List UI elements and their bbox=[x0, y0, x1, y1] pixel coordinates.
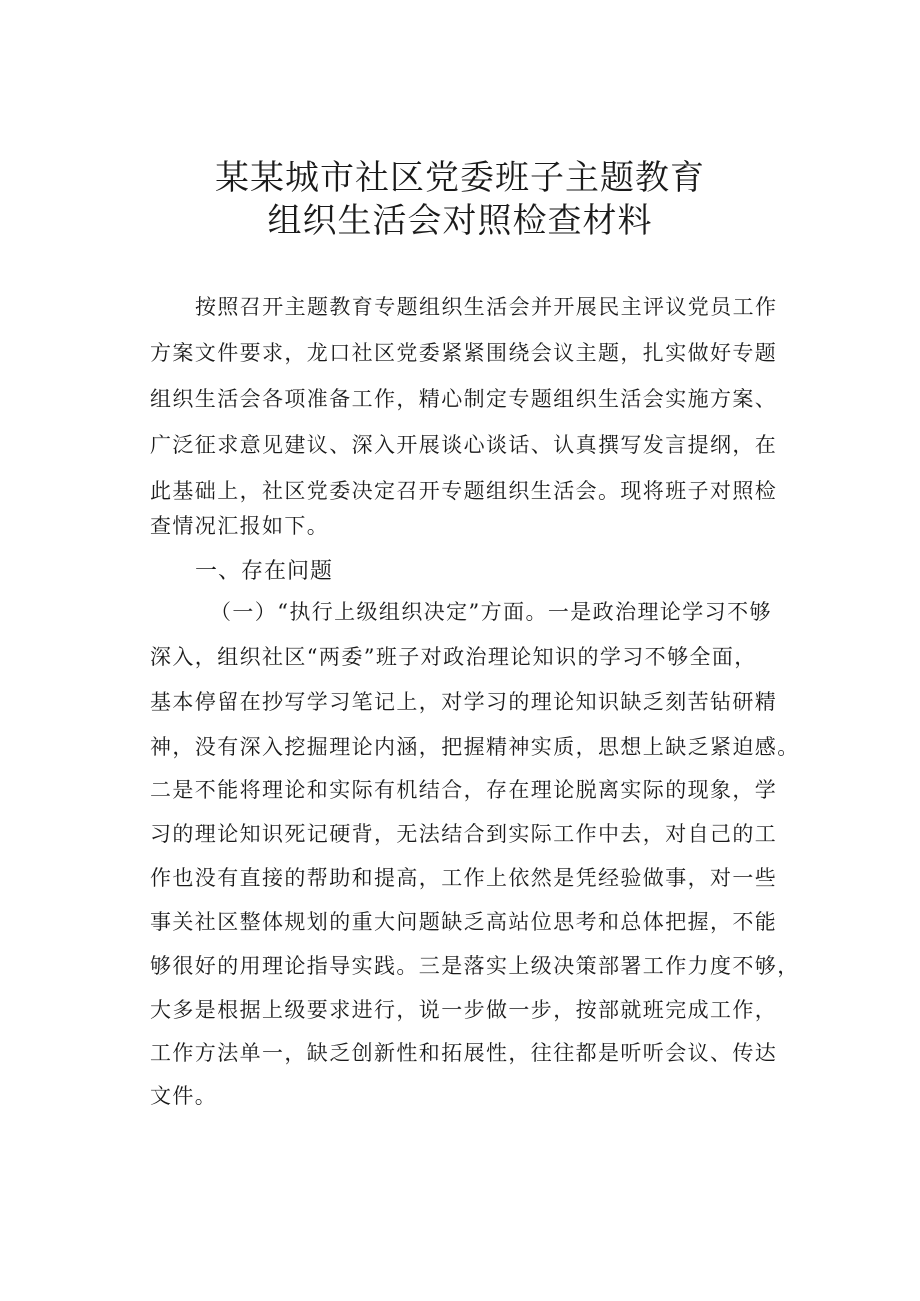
body-line: 神，没有深入挖掘理论内涵，把握精神实质，思想上缺乏紧迫感。 bbox=[150, 735, 800, 759]
body-line: （一）“执行上级组织决定”方面。一是政治理论学习不够 bbox=[210, 600, 772, 624]
intro-line: 组织生活会各项准备工作，精心制定专题组织生活会实施方案、 bbox=[150, 387, 778, 411]
body-line: 作也没有直接的帮助和提高，工作上依然是凭经验做事，对一些 bbox=[150, 866, 778, 890]
body-line: 习的理论知识死记硬背，无法结合到实际工作中去，对自己的工 bbox=[150, 822, 778, 846]
intro-line: 方案文件要求，龙口社区党委紧紧围绕会议主题，扎实做好专题 bbox=[150, 341, 778, 365]
document-title-line-2: 组织生活会对照检查材料 bbox=[267, 201, 653, 241]
body-line: 工作方法单一，缺乏创新性和拓展性，往往都是听听会议、传达 bbox=[150, 1041, 778, 1065]
body-line: 大多是根据上级要求进行，说一步做一步，按部就班完成工作， bbox=[150, 998, 778, 1022]
body-line: 够很好的用理论指导实践。三是落实上级决策部署工作力度不够， bbox=[150, 954, 800, 978]
document-title-line-1: 某某城市社区党委班子主题教育 bbox=[215, 158, 705, 198]
body-line: 深入，组织社区“两委”班子对政治理论知识的学习不够全面， bbox=[150, 645, 757, 669]
section-heading: 一、存在问题 bbox=[195, 559, 334, 584]
body-line: 基本停留在抄写学习笔记上，对学习的理论知识缺乏刻苦钻研精 bbox=[150, 690, 778, 714]
intro-line: 此基础上，社区党委决定召开专题组织生活会。现将班子对照检 bbox=[150, 479, 778, 503]
body-line: 二是不能将理论和实际有机结合，存在理论脱离实际的现象，学 bbox=[150, 778, 778, 802]
intro-line: 查情况汇报如下。 bbox=[150, 514, 330, 538]
body-line: 事关社区整体规划的重大问题缺乏高站位思考和总体把握，不能 bbox=[150, 910, 778, 934]
body-line: 文件。 bbox=[150, 1084, 218, 1108]
intro-line: 按照召开主题教育专题组织生活会并开展民主评议党员工作 bbox=[195, 295, 778, 319]
intro-line: 广泛征求意见建议、深入开展谈心谈话、认真撰写发言提纲，在 bbox=[150, 433, 778, 457]
